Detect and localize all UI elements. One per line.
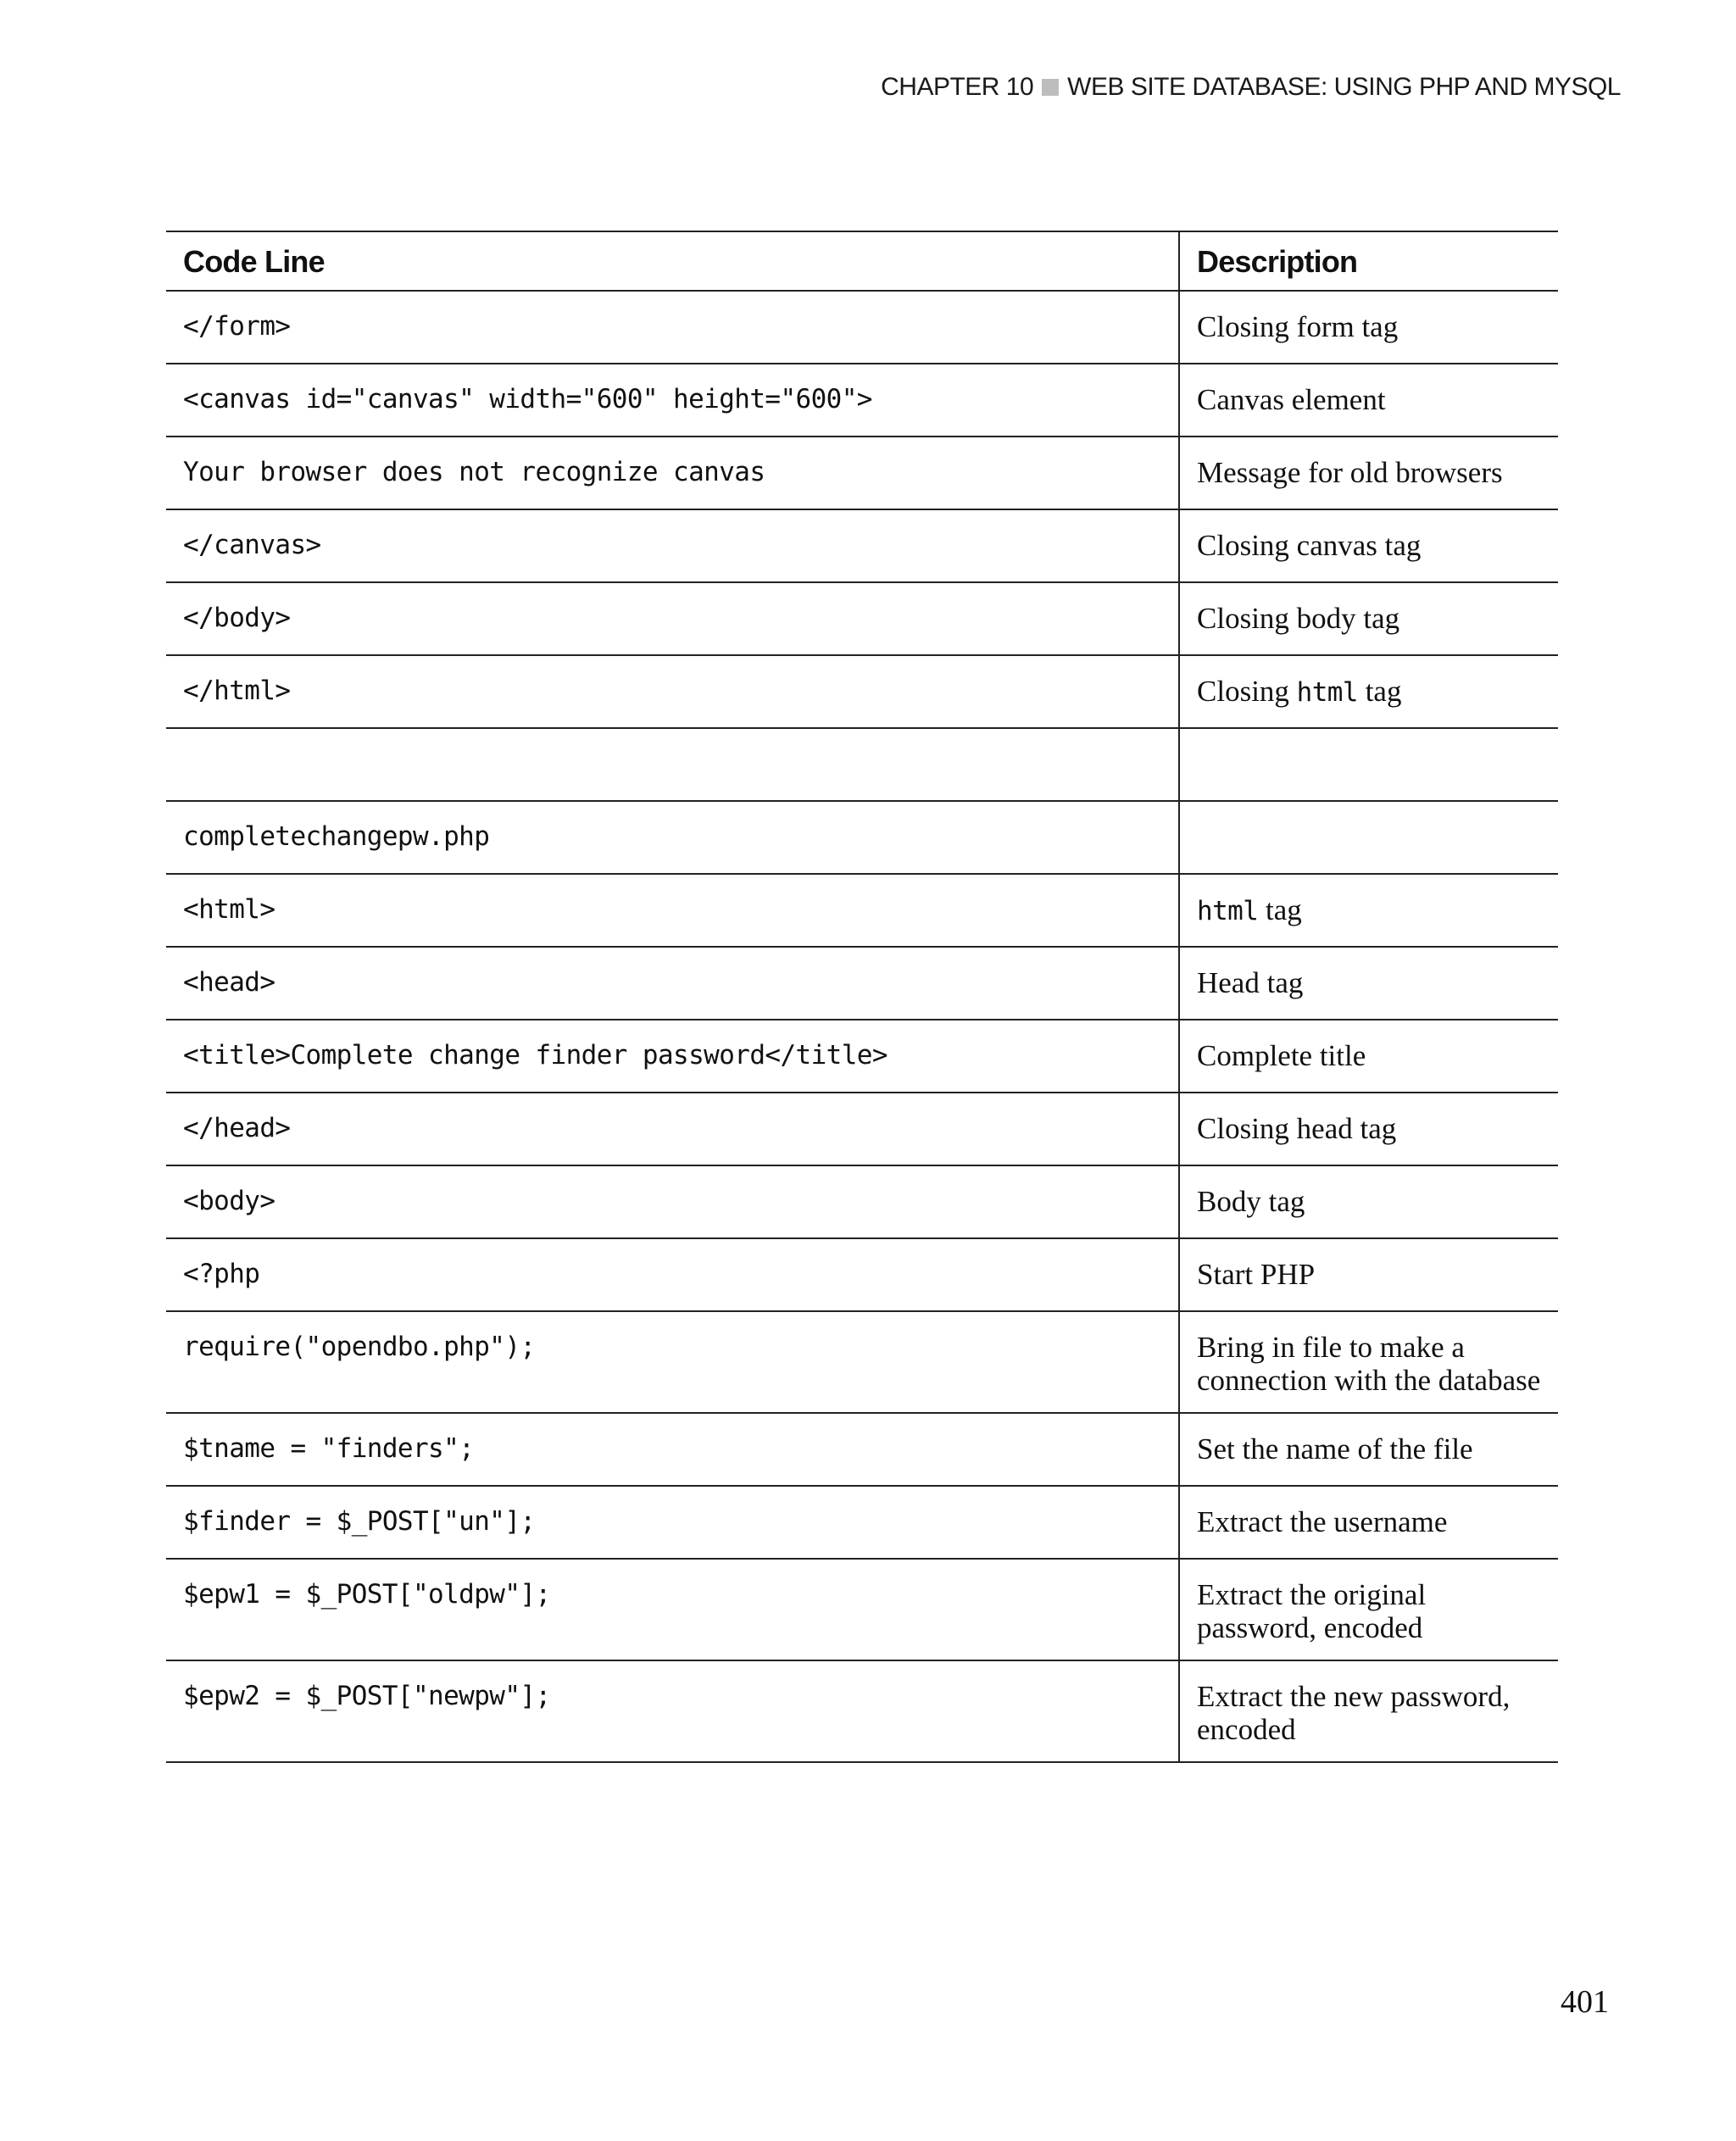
description-cell	[1179, 655, 1558, 728]
description-cell: Closing canvas tag	[1179, 509, 1558, 582]
table-row	[166, 1660, 1558, 1762]
table-row	[166, 1559, 1558, 1660]
description-cell: Message for old browsers	[1179, 437, 1558, 509]
description-cell: Extract the new password, encoded	[1179, 1660, 1558, 1762]
table-row	[166, 874, 1558, 947]
description-cell: Complete title	[1179, 1020, 1558, 1093]
table-row	[166, 1020, 1558, 1093]
code-cell: Your browser does not recognize canvas	[166, 437, 1179, 509]
code-cell: $epw1 = $_POST["oldpw"];	[166, 1559, 1179, 1660]
code-cell: require("opendbo.php");	[166, 1311, 1179, 1413]
code-cell: </body>	[166, 582, 1179, 655]
code-cell: <html>	[166, 874, 1179, 947]
code-cell: <body>	[166, 1165, 1179, 1238]
running-head	[881, 73, 1621, 102]
chapter-label: CHAPTER 10	[881, 73, 1034, 101]
description-code-term: html	[1296, 677, 1358, 708]
table-row	[166, 1238, 1558, 1311]
description-cell: Start PHP	[1179, 1238, 1558, 1311]
description-cell: Extract the original password, encoded	[1179, 1559, 1558, 1660]
code-cell: $finder = $_POST["un"];	[166, 1486, 1179, 1559]
code-cell: $tname = "finders";	[166, 1413, 1179, 1486]
code-cell: <head>	[166, 947, 1179, 1020]
description-cell: Closing body tag	[1179, 582, 1558, 655]
table-row	[166, 509, 1558, 582]
table-row	[166, 582, 1558, 655]
column-header-description: Description	[1179, 231, 1558, 291]
code-cell: </form>	[166, 291, 1179, 364]
code-cell: <?php	[166, 1238, 1179, 1311]
column-header-code-line: Code Line	[166, 231, 1179, 291]
table-header-row	[166, 231, 1558, 291]
description-cell	[1179, 728, 1558, 801]
table-row	[166, 655, 1558, 728]
description-cell: Bring in file to make a connection with the database	[1179, 1311, 1558, 1413]
code-cell: </html>	[166, 655, 1179, 728]
table-row	[166, 801, 1558, 874]
table-row	[166, 291, 1558, 364]
table-row	[166, 1486, 1558, 1559]
code-cell: <canvas id="canvas" width="600" height="600">	[166, 364, 1179, 437]
description-text: tag	[1258, 893, 1302, 926]
code-description-table	[166, 231, 1558, 1763]
separator-square-icon	[1042, 79, 1059, 96]
description-cell: Set the name of the file	[1179, 1413, 1558, 1486]
description-cell: Canvas element	[1179, 364, 1558, 437]
table-row	[166, 364, 1558, 437]
code-cell: </head>	[166, 1093, 1179, 1165]
code-cell: $epw2 = $_POST["newpw"];	[166, 1660, 1179, 1762]
code-cell-filename: completechangepw.php	[166, 801, 1179, 874]
table-row	[166, 1413, 1558, 1486]
chapter-title: WEB SITE DATABASE: USING PHP AND MYSQL	[1067, 73, 1621, 101]
description-cell: Extract the username	[1179, 1486, 1558, 1559]
table-row	[166, 1165, 1558, 1238]
description-code-term: html	[1197, 896, 1259, 926]
table-row	[166, 947, 1558, 1020]
table-row-empty	[166, 728, 1558, 801]
code-cell: <title>Complete change finder password</title>	[166, 1020, 1179, 1093]
description-cell	[1179, 801, 1558, 874]
page-number: 401	[1561, 1984, 1609, 2020]
table-row	[166, 1093, 1558, 1165]
table-row	[166, 437, 1558, 509]
description-text: tag	[1357, 675, 1402, 708]
description-cell: Closing head tag	[1179, 1093, 1558, 1165]
table-row	[166, 1311, 1558, 1413]
description-cell: Body tag	[1179, 1165, 1558, 1238]
description-cell	[1179, 874, 1558, 947]
code-cell: </canvas>	[166, 509, 1179, 582]
description-cell: Closing form tag	[1179, 291, 1558, 364]
code-cell	[166, 728, 1179, 801]
description-text: Closing	[1197, 675, 1297, 708]
description-cell: Head tag	[1179, 947, 1558, 1020]
